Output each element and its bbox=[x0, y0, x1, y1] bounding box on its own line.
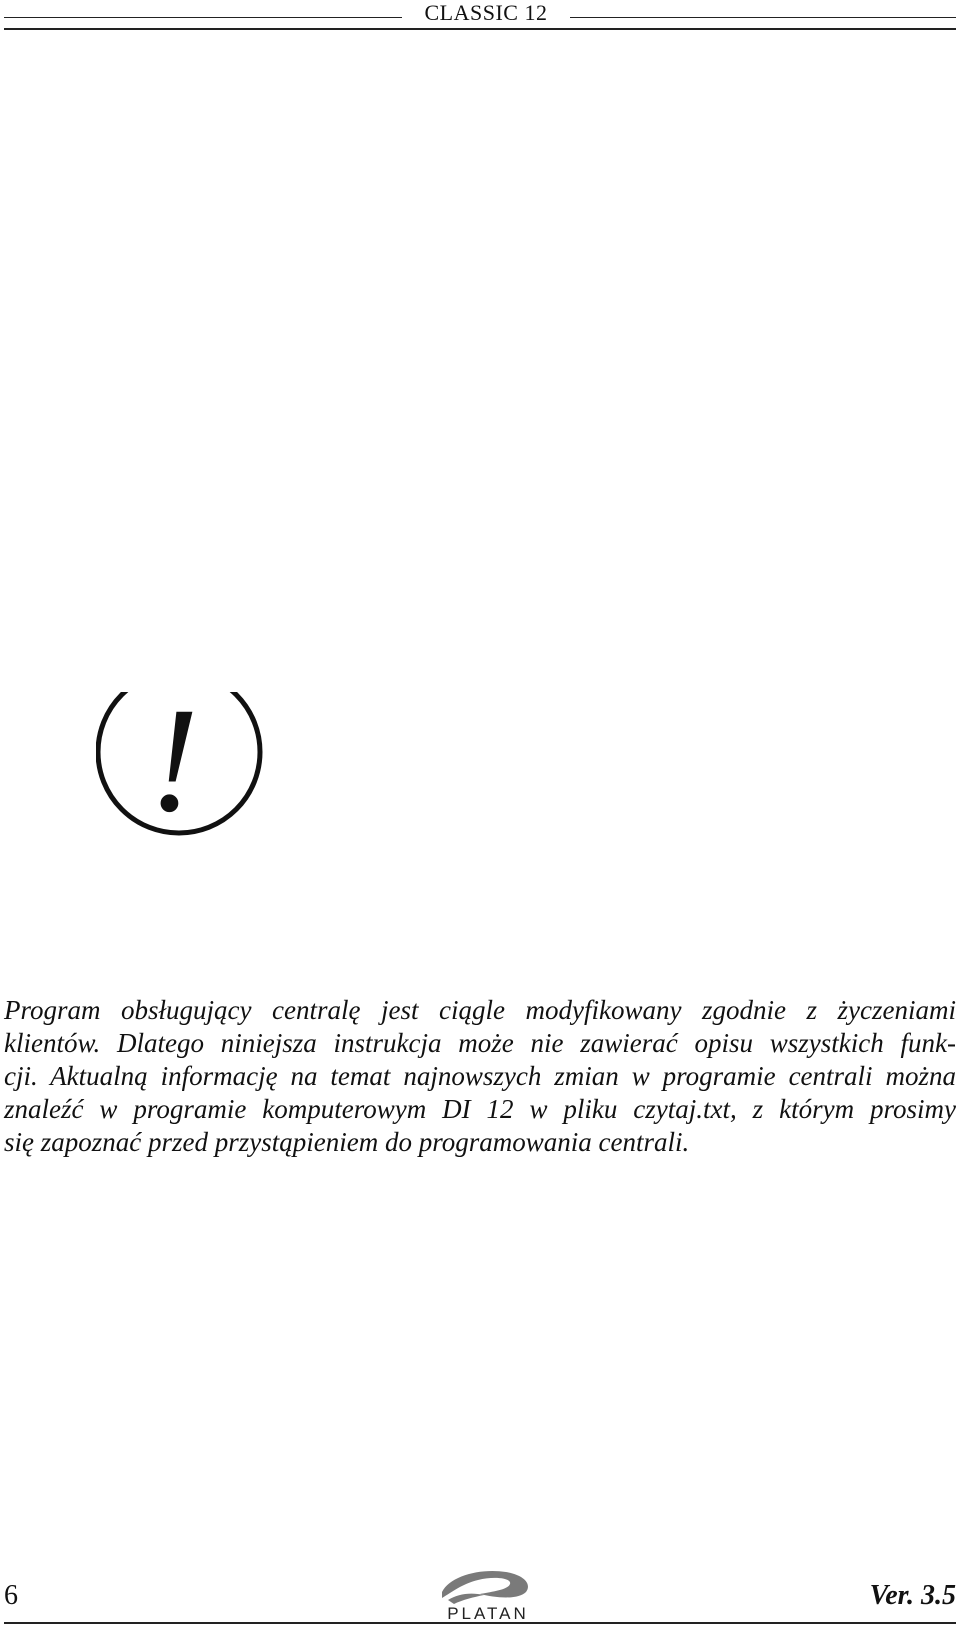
header-rule-right bbox=[570, 17, 956, 18]
exclamation-mark: ! bbox=[149, 692, 199, 843]
page-header-title: CLASSIC 12 bbox=[424, 0, 548, 25]
exclamation-circle-icon bbox=[96, 692, 276, 872]
notice-line: znaleźć w programie komputerowym DI 12 w pliku czytaj.txt, z którym prosimy bbox=[4, 1094, 956, 1124]
logo-text: PLATAN bbox=[447, 1604, 529, 1622]
page-number: 6 bbox=[4, 1580, 18, 1611]
notice-line: cji. Aktualną informację na temat najnowszych zmian w programie centrali można bbox=[4, 1061, 956, 1091]
notice-line: się zapoznać przed przystąpieniem do programowania centrali. bbox=[4, 1127, 690, 1157]
logo-swoosh bbox=[442, 1571, 528, 1598]
version-label: Ver. 3.5 bbox=[869, 1580, 956, 1611]
notice-line: Program obsługujący centralę jest ciągle modyfikowany zgodnie z życzeniami bbox=[4, 995, 956, 1025]
header-rule bbox=[4, 28, 956, 30]
footer-rule bbox=[4, 1622, 956, 1624]
software-notice-paragraph bbox=[4, 994, 956, 1159]
logo-swoosh-tail bbox=[448, 1594, 484, 1604]
header-rule-left bbox=[4, 17, 402, 18]
platan-logo bbox=[428, 1564, 548, 1622]
notice-line: klientów. Dlatego niniejsza instrukcja może nie zawierać opisu wszystkich funk- bbox=[4, 1028, 956, 1058]
